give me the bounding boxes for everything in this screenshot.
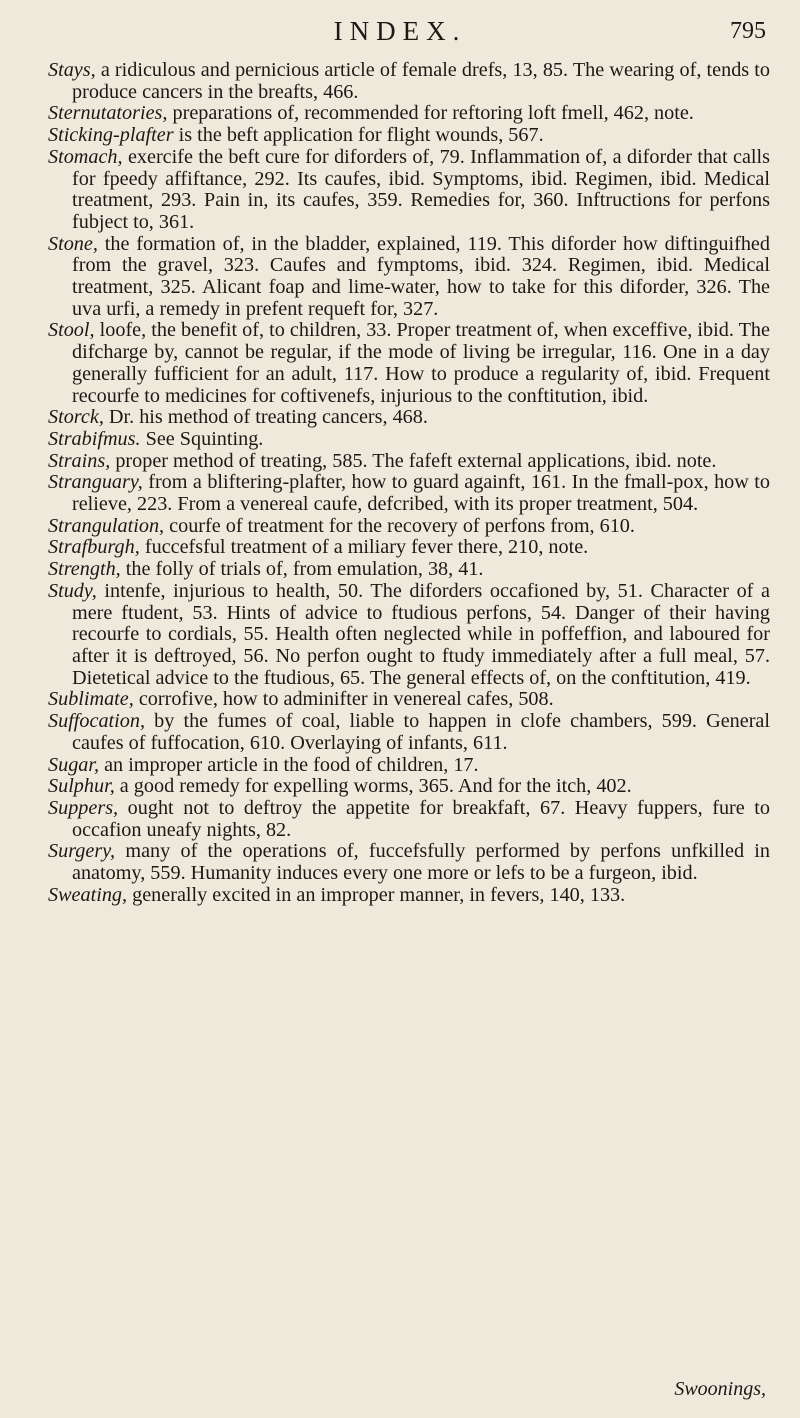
entry-headword: Strafburgh, <box>48 536 140 559</box>
entry-text: a good remedy for expelling worms, 365. And for the itch, 402. <box>114 775 632 798</box>
index-entry <box>48 537 770 559</box>
index-entry <box>48 581 770 690</box>
index-entry <box>48 776 770 798</box>
index-entry <box>48 125 770 147</box>
entry-text: many of the operations of, fuccefsfully performed by perfons unfkilled in anatomy, 559. Humanity induces every one more or lefs to be a furgeon, ibid. <box>72 840 770 885</box>
index-entry <box>48 472 770 515</box>
entry-headword: Strains, <box>48 449 111 472</box>
entry-text: proper method of treating, 585. The fafeft external applications, ibid. note. <box>110 449 717 472</box>
entry-text: a ridiculous and pernicious article of female drefs, 13, 85. The wearing of, tends to produce cancers in the breafts, 466. <box>72 59 770 103</box>
entry-headword: Sublimate, <box>48 688 134 711</box>
entry-headword: Sweating, <box>48 883 128 906</box>
entry-headword: Suppers, <box>48 796 119 819</box>
entry-headword: Stranguary, <box>48 471 143 494</box>
entry-headword: Strength, <box>48 558 121 581</box>
entry-text: exercife the beft cure for diforders of, 79. Inflammation of, a diforder that calls for fpeedy affiftance, 292. Its caufes, ibid. Symptoms, ibid. Regimen, ibid. Medical treatment, 293. Pain in, its caufes, 359. Remedies for, 360. Inftructions for perfons fubject to, 361. <box>72 145 770 233</box>
entry-text: corrofive, how to adminifter in venereal cafes, 508. <box>133 688 554 711</box>
index-entry <box>48 516 770 538</box>
page-number: 795 <box>730 18 766 44</box>
index-entry <box>48 234 770 321</box>
index-entry <box>48 60 770 103</box>
index-entry <box>48 407 770 429</box>
running-title: INDEX. <box>333 16 467 46</box>
entry-text: ought not to deftroy the appetite for breakfaft, 67. Heavy fuppers, fure to occafion uneafy nights, 82. <box>72 796 770 841</box>
index-entry <box>48 755 770 777</box>
entry-headword: Stomach, <box>48 145 123 168</box>
index-entry <box>48 429 770 451</box>
entry-text: Dr. his method of treating cancers, 468. <box>103 406 428 429</box>
entry-text: the folly of trials of, from emulation, 38, 41. <box>120 558 484 581</box>
entry-headword: Sugar, <box>48 753 100 776</box>
page-header <box>0 16 800 52</box>
entry-headword: Surgery, <box>48 840 116 863</box>
entry-text: is the beft application for flight wounds, 567. <box>173 124 544 147</box>
index-entry <box>48 147 770 234</box>
entry-headword: Study, <box>48 579 97 602</box>
entry-headword: Strabifmus. <box>48 427 141 450</box>
entry-text: courfe of treatment for the recovery of perfons from, 610. <box>164 514 635 537</box>
entry-text: generally excited in an improper manner, in fevers, 140, 133. <box>127 883 626 906</box>
entry-headword: Stays, <box>48 59 96 81</box>
index-entries <box>48 60 770 906</box>
entry-text: by the fumes of coal, liable to happen in clofe chambers, 599. General caufes of fuffocation, 610. Overlaying of infants, 611. <box>72 710 770 754</box>
index-entry <box>48 885 770 907</box>
entry-text: fuccefsful treatment of a miliary fever there, 210, note. <box>139 536 589 559</box>
entry-headword: Suffocation, <box>48 710 146 733</box>
entry-headword: Sulphur, <box>48 775 115 798</box>
catchword: Swoonings, <box>674 1378 766 1400</box>
entry-text: from a bliftering-plafter, how to guard againft, 161. In the fmall-pox, how to relieve, 223. From a venereal caufe, defcribed, with its proper treatment, 504. <box>72 471 770 516</box>
entry-headword: Stone, <box>48 232 98 255</box>
entry-headword: Strangulation, <box>48 514 165 537</box>
entry-headword: Stool, <box>48 319 95 342</box>
entry-text: the formation of, in the bladder, explained, 119. This diforder how diftinguifhed from the gravel, 323. Caufes and fymptoms, ibid. 324. Regimen, ibid. Medical treatment, 325. Alicant foap and lime-water, how to take for this diforder, 326. The uva urfi, a remedy in prefent requeft for, 327. <box>72 232 770 320</box>
index-entry <box>48 711 770 754</box>
entry-text: loofe, the benefit of, to children, 33. Proper treatment of, when exceffive, ibid. The difcharge by, cannot be regular, if the mode of living be irregular, 116. One in a day generally fufficient for an adult, 117. How to produce a regularity of, ibid. Frequent recourfe to medicines for coftivenefs, injurious to the conftitution, ibid. <box>72 319 770 407</box>
entry-headword: Storck, <box>48 406 104 429</box>
index-entry <box>48 451 770 473</box>
entry-text: See Squinting. <box>140 427 264 450</box>
entry-text: an improper article in the food of children, 17. <box>99 753 479 776</box>
index-entry <box>48 689 770 711</box>
entry-text: preparations of, recommended for reftoring loft fmell, 462, note. <box>167 102 694 125</box>
index-entry <box>48 559 770 581</box>
index-entry <box>48 320 770 407</box>
entry-headword: Sticking-plafter <box>48 124 174 147</box>
index-entry <box>48 798 770 841</box>
entry-text: intenfe, injurious to health, 50. The diforders occafioned by, 51. Character of a mere ftudent, 53. Hints of advice to ftudious perfons, 54. Danger of their having recourfe to cordials, 55. Health often neglected while in poffeffion, and laboured for after it is deftroyed, 56. No perfon ought to ftudy immediately after a full meal, 57. Dietetical advice to the ftudious, 65. The general effects of, on the conftitution, 419. <box>72 579 770 689</box>
index-entry <box>48 841 770 884</box>
index-entry <box>48 103 770 125</box>
entry-headword: Sternutatories, <box>48 102 168 125</box>
